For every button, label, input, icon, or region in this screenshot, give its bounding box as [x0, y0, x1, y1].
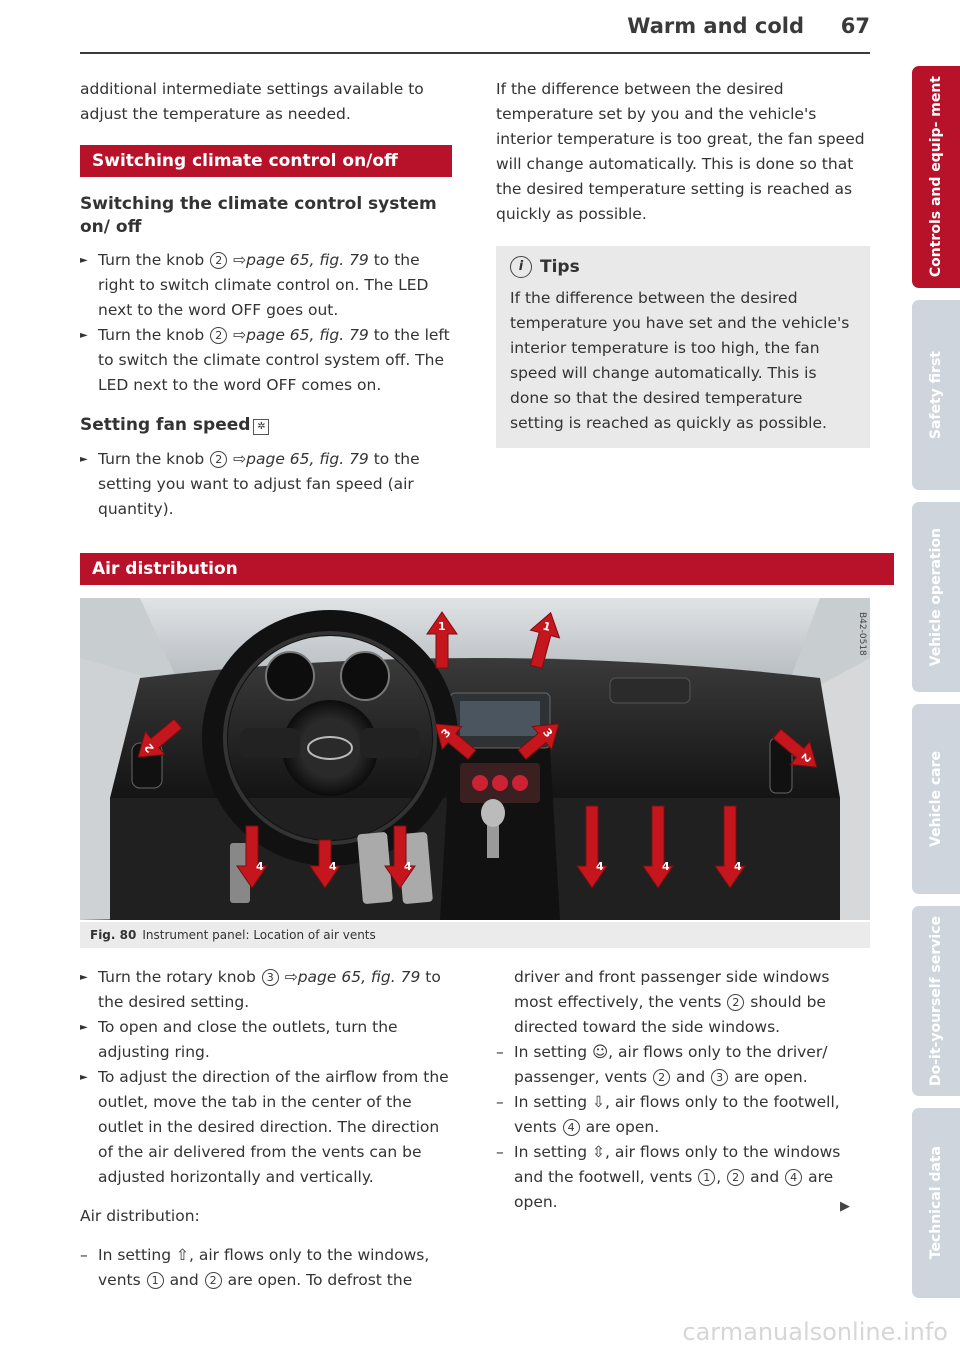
- page-header: [80, 14, 870, 54]
- instruction-bullet: ► Turn the knob 2 ⇨page 65, fig. 79 to the left to switch the climate control system off. The LED next to the word OFF comes on.: [80, 323, 452, 398]
- circled-number: 1: [147, 1272, 164, 1289]
- footwell-icon: ⇩: [592, 1093, 605, 1111]
- info-icon: i: [510, 256, 532, 278]
- section-title-climate: Switching climate control on/off: [80, 145, 452, 177]
- circled-number: 2: [727, 994, 744, 1011]
- fan-speed-paragraph: If the difference between the desired temperature set by you and the vehicle's interior temperature is too great, the fan speed will change automatically. This is done so that the desired temperature setting is reached as quickly as possible.: [496, 80, 865, 223]
- instruction-bullet: ► To adjust the direction of the airflow from the outlet, move the tab in the center of the outlet in the desired direction. The direction of the air delivered from the vents can be adjusted horizontally and vertically.: [80, 1065, 452, 1190]
- windows-footwell-icon: ⇳: [592, 1143, 605, 1161]
- circled-number: 2: [210, 327, 227, 344]
- figure-label: Fig. 80: [90, 928, 137, 942]
- circled-number: 2: [727, 1169, 744, 1186]
- sidebar-tab-vehicle-care[interactable]: Vehicle care: [912, 704, 960, 894]
- fan-icon: ✲: [253, 419, 269, 435]
- svg-text:4: 4: [329, 860, 337, 873]
- continue-arrow-icon: ▶: [840, 1199, 850, 1214]
- svg-text:4: 4: [734, 860, 742, 873]
- top-left-column: [80, 77, 452, 522]
- circled-number: 2: [210, 451, 227, 468]
- subheading-fan-speed: Setting fan speed ✲: [80, 414, 452, 437]
- circled-number: 3: [262, 969, 279, 986]
- sidebar-tab-diy-service[interactable]: Do-it-yourself service: [912, 906, 960, 1096]
- page-reference: ⇨page 65, fig. 79: [284, 968, 421, 986]
- circled-number: 3: [711, 1069, 728, 1086]
- instrument-panel-figure: [80, 598, 870, 920]
- svg-text:4: 4: [596, 860, 604, 873]
- sidebar-tab-technical-data[interactable]: Technical data: [912, 1108, 960, 1298]
- instruction-bullet: ► To open and close the outlets, turn the adjusting ring.: [80, 1015, 452, 1065]
- instruction-bullet: ► Turn the rotary knob 3 ⇨page 65, fig. 79 to the desired setting.: [80, 965, 452, 1015]
- svg-text:3: 3: [438, 726, 454, 741]
- tips-box: [496, 246, 870, 448]
- circled-number: 1: [698, 1169, 715, 1186]
- circled-number: 2: [210, 252, 227, 269]
- sidebar-tab-safety[interactable]: Safety first: [912, 300, 960, 490]
- continued-text: driver and front passenger side windows most effectively, the vents 2 should be directed toward the side windows.: [514, 968, 830, 1036]
- circled-number: 4: [563, 1119, 580, 1136]
- instruction-bullet: ► Turn the knob 2 ⇨page 65, fig. 79 to the setting you want to adjust fan speed (air quantity).: [80, 447, 452, 522]
- setting-item: – In setting ⇩, air flows only to the footwell, vents 4 are open.: [496, 1090, 870, 1140]
- dashboard-illustration: [80, 598, 870, 920]
- sidebar-tab-vehicle-operation[interactable]: Vehicle operation: [912, 502, 960, 692]
- svg-text:4: 4: [662, 860, 670, 873]
- air-distribution-label: Air distribution:: [80, 1207, 200, 1225]
- header-title: Warm and cold: [627, 14, 804, 38]
- setting-item: – In setting ⇧, air flows only to the windows, vents 1 and 2 are open. To defrost the: [80, 1243, 452, 1293]
- circled-number: 2: [205, 1272, 222, 1289]
- bottom-right-column: [496, 965, 870, 1215]
- svg-text:4: 4: [404, 860, 412, 873]
- circled-number: 4: [785, 1169, 802, 1186]
- section-title-air-distribution: Air distribution: [80, 553, 894, 585]
- page-reference: ⇨page 65, fig. 79: [233, 450, 369, 468]
- defrost-icon: ⇧: [176, 1246, 189, 1264]
- top-right-column: [496, 77, 870, 448]
- bottom-left-column: [80, 965, 452, 1293]
- page-number: 67: [840, 14, 870, 38]
- figure-code: B42-0518: [857, 612, 867, 656]
- svg-text:1: 1: [541, 619, 553, 634]
- intro-text: additional intermediate settings available to adjust the temperature as needed.: [80, 80, 424, 123]
- svg-text:1: 1: [438, 620, 446, 633]
- circled-number: 2: [653, 1069, 670, 1086]
- figure-caption: [80, 922, 870, 948]
- tips-text: If the difference between the desired temperature you have set and the vehicle's interior temperature is too high, the fan speed will change automatically. This is done so that the desired temperature setting is reached as quickly as possible.: [510, 289, 850, 432]
- svg-text:2: 2: [798, 750, 814, 765]
- tips-heading: i Tips: [510, 256, 856, 278]
- page-reference: ⇨page 65, fig. 79: [233, 326, 369, 344]
- page-reference: ⇨page 65, fig. 79: [233, 251, 369, 269]
- instruction-bullet: ► Turn the knob 2 ⇨page 65, fig. 79 to the right to switch climate control on. The LED next to the word OFF goes out.: [80, 248, 452, 323]
- watermark: carmanualsonline.info: [682, 1318, 948, 1346]
- svg-text:3: 3: [540, 725, 556, 741]
- setting-item: – In setting ⇳, air flows only to the windows and the footwell, vents 1 , 2 and 4 are open.: [496, 1140, 870, 1215]
- setting-item: – In setting ☺, air flows only to the driver/ passenger, vents 2 and 3 are open.: [496, 1040, 870, 1090]
- svg-text:4: 4: [256, 860, 264, 873]
- face-vent-icon: ☺: [592, 1043, 609, 1061]
- svg-text:2: 2: [141, 740, 157, 756]
- subheading-switching: Switching the climate control system on/ off: [80, 194, 437, 237]
- figure-caption-text: Instrument panel: Location of air vents: [142, 928, 376, 942]
- sidebar-tab-controls[interactable]: Controls and equip- ment: [912, 66, 960, 288]
